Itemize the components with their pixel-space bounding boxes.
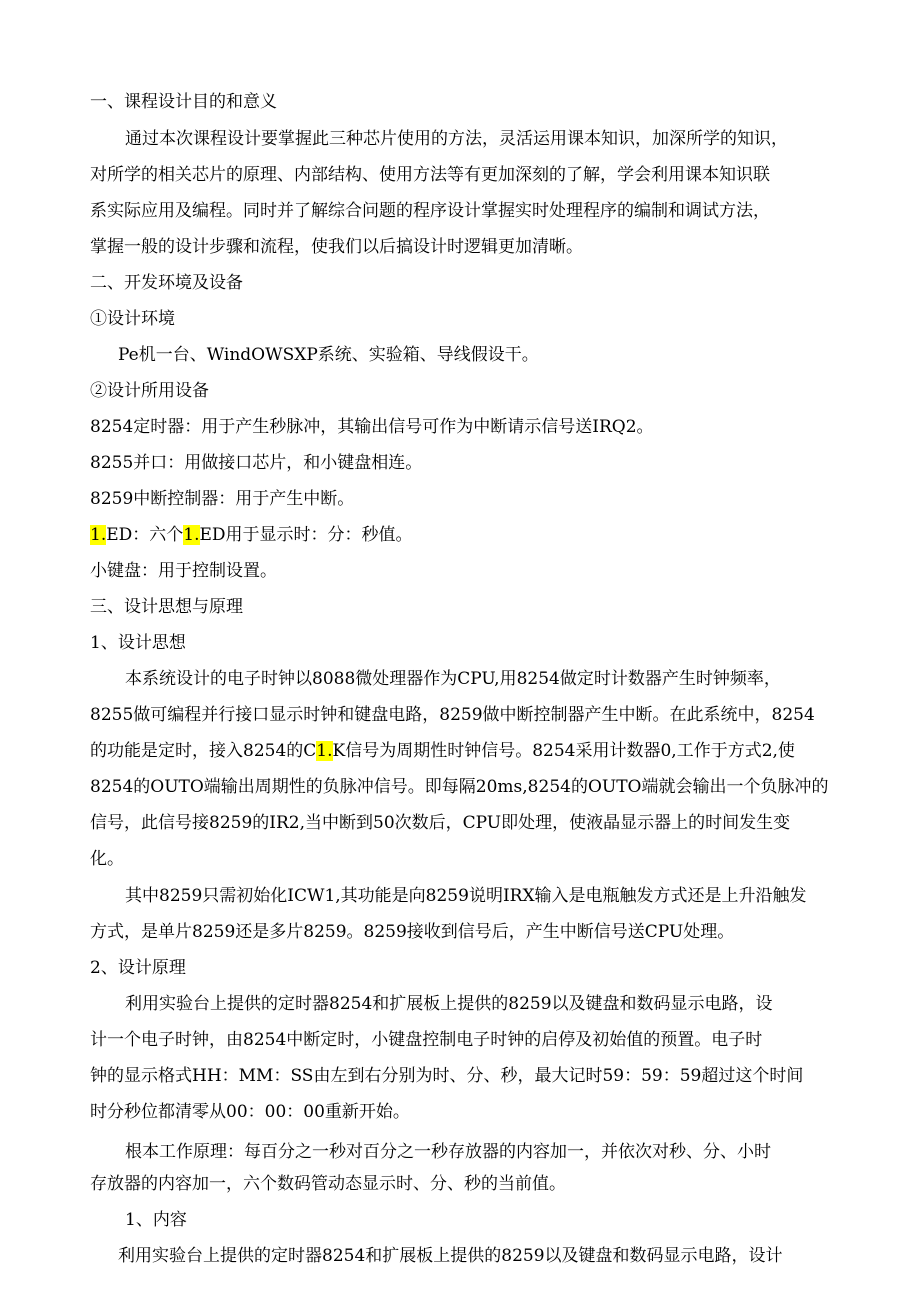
paragraph-line xyxy=(90,739,795,763)
environment-line: Pe机一台、WindOWSXP系统、实验箱、导线假设干。 xyxy=(118,345,539,365)
section-heading-purpose: 一、课程设计目的和意义 xyxy=(90,92,277,112)
equipment-8255: 8255并口：用做接口芯片，和小键盘相连。 xyxy=(90,453,423,473)
equipment-8254: 8254定时器：用于产生秒脉冲，其输出信号可作为中断请示信号送IRQ2。 xyxy=(90,417,654,437)
paragraph-line: 8254的OUTO端输出周期性的负脉冲信号。即每隔20ms,8254的OUTO端就会输出一个负脉冲的 xyxy=(90,777,829,797)
equipment-8259: 8259中断控制器：用于产生中断。 xyxy=(90,489,355,509)
highlighted-text: 1. xyxy=(90,525,107,545)
paragraph-line: 8255做可编程并行接口显示时钟和键盘电路，8259做中断控制器产生中断。在此系统中，8254 xyxy=(90,705,815,725)
subheading-design-environment: ①设计环境 xyxy=(90,309,175,329)
paragraph-line: 钟的显示格式HH：MM：SS由左到右分别为时、分、秒，最大记时59：59：59超过这个时间 xyxy=(90,1066,804,1086)
led-text: ED用于显示时：分：秒值。 xyxy=(199,525,413,545)
subheading-content: 1、内容 xyxy=(125,1210,187,1230)
paragraph-line: 利用实验台上提供的定时器8254和扩展板上提供的8259以及键盘和数码显示电路，设计 xyxy=(118,1246,783,1266)
paragraph-line: 利用实验台上提供的定时器8254和扩展板上提供的8259以及键盘和数码显示电路，设 xyxy=(125,994,773,1014)
paragraph-text: 的功能是定时，接入8254的C xyxy=(90,741,317,761)
paragraph-line: 掌握一般的设计步骤和流程，使我们以后搞设计时逻辑更加清晰。 xyxy=(90,237,583,257)
paragraph-line: 计一个电子时钟，由8254中断定时，小键盘控制电子时钟的启停及初始值的预置。电子时 xyxy=(90,1030,763,1050)
section-heading-environment: 二、开发环境及设备 xyxy=(90,273,243,293)
paragraph-line: 时分秒位都清零从00：00：00重新开始。 xyxy=(90,1102,410,1122)
paragraph-line: 化。 xyxy=(90,849,124,869)
highlighted-text: 1. xyxy=(316,741,333,761)
paragraph-line: 信号，此信号接8259的IR2,当中断到50次数后，CPU即处理，使液晶显示器上的时间发生变 xyxy=(90,813,791,833)
equipment-keypad: 小键盘：用于控制设置。 xyxy=(90,561,277,581)
paragraph-line: 方式，是单片8259还是多片8259。8259接收到信号后，产生中断信号送CPU处理。 xyxy=(90,922,735,942)
paragraph-line: 存放器的内容加一，六个数码管动态显示时、分、秒的当前值。 xyxy=(90,1174,566,1194)
paragraph-line: 其中8259只需初始化ICW1,其功能是向8259说明IRX输入是电瓶触发方式还是上升沿触发 xyxy=(125,886,807,906)
paragraph-line: 对所学的相关芯片的原理、内部结构、使用方法等有更加深刻的了解，学会利用课本知识联 xyxy=(90,165,770,185)
led-text: ED：六个 xyxy=(106,525,184,545)
highlighted-text: 1. xyxy=(183,525,200,545)
paragraph-line: 通过本次课程设计要掌握此三种芯片使用的方法，灵活运用课本知识，加深所学的知识， xyxy=(125,129,788,149)
paragraph-text: K信号为周期性时钟信号。8254采用计数器0,工作于方式2,使 xyxy=(332,741,795,761)
subheading-equipment: ②设计所用设备 xyxy=(90,381,209,401)
paragraph-line: 根本工作原理：每百分之一秒对百分之一秒存放器的内容加一，并依次对秒、分、小时 xyxy=(125,1142,771,1162)
paragraph-line: 本系统设计的电子时钟以8088微处理器作为CPU,用8254做定时计数器产生时钟频率， xyxy=(125,669,781,689)
paragraph-line: 系实际应用及编程。同时并了解综合问题的程序设计掌握实时处理程序的编制和调试方法， xyxy=(90,201,770,221)
section-heading-design: 三、设计思想与原理 xyxy=(90,597,243,617)
equipment-led xyxy=(90,523,413,547)
subheading-design-idea: 1、设计思想 xyxy=(90,633,186,653)
subheading-design-principle: 2、设计原理 xyxy=(90,958,186,978)
